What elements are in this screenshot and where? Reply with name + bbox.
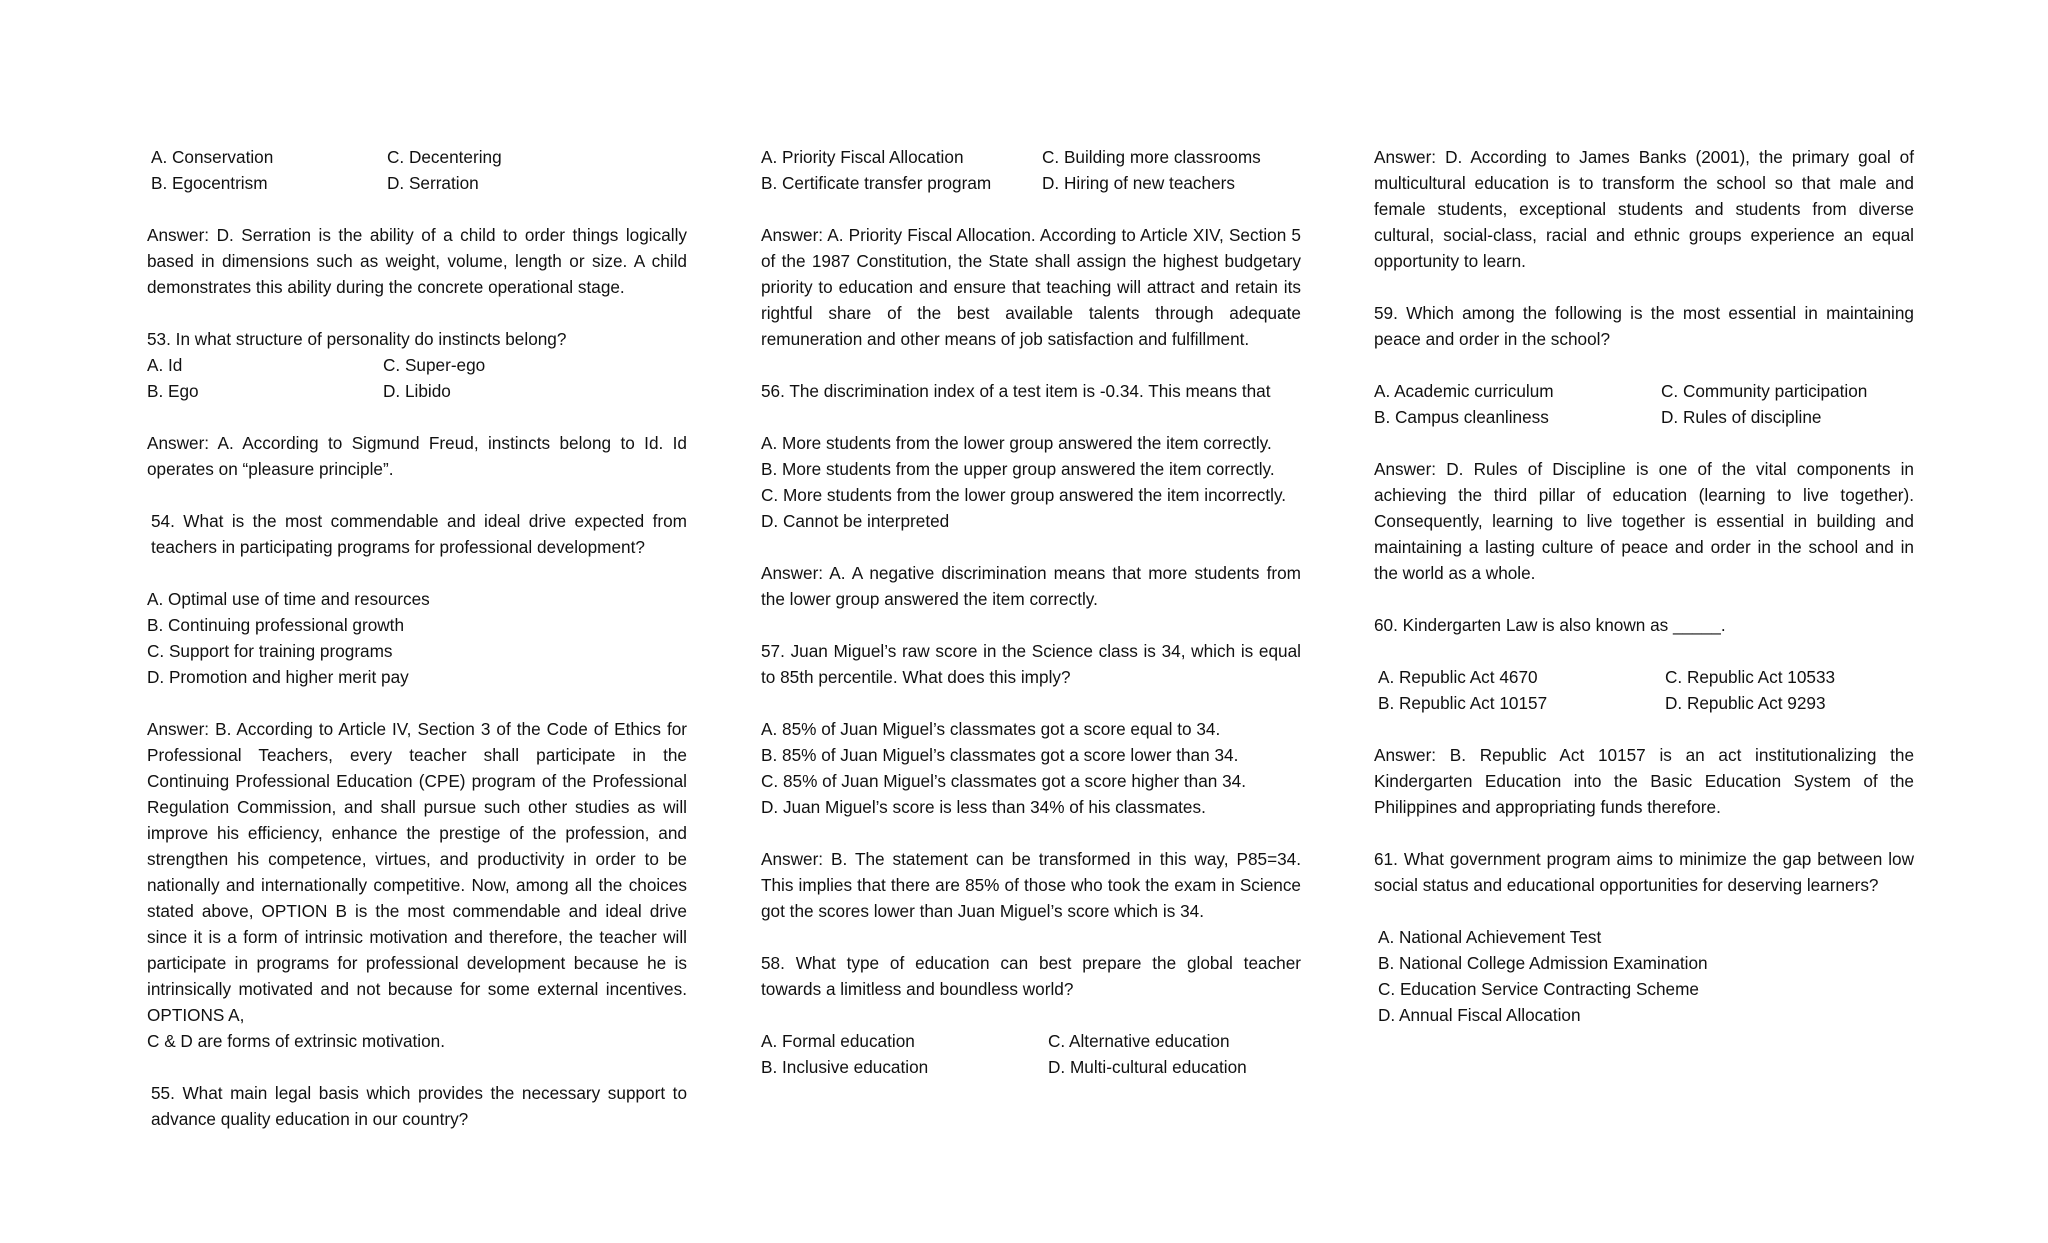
option-a: A. Conservation bbox=[151, 147, 274, 167]
q55-question: 55. What main legal basis which provides the necessary support to advance quality education in our country? bbox=[151, 1083, 687, 1129]
option-d: D. Rules of discipline bbox=[1661, 407, 1822, 427]
option-a: A. Formal education bbox=[761, 1031, 915, 1051]
option-a: A. Republic Act 4670 bbox=[1378, 667, 1538, 687]
q53-question: 53. In what structure of personality do instincts belong? bbox=[147, 329, 567, 349]
q58-options bbox=[761, 1028, 1301, 1080]
option-b: B. Campus cleanliness bbox=[1374, 407, 1549, 427]
q54-option-a: A. Optimal use of time and resources bbox=[147, 589, 430, 609]
q57-option-c: C. 85% of Juan Miguel’s classmates got a score higher than 34. bbox=[761, 771, 1247, 791]
q61-option-d: D. Annual Fiscal Allocation bbox=[1378, 1005, 1581, 1025]
q55-answer: Answer: A. Priority Fiscal Allocation. According to Article XIV, Section 5 of the 1987 Constitution, the State shall assign the highest budgetary priority to education and ensure that teaching will attract and retain its rightful share of the best available talents through adequate remuneration and other means of job satisfaction and fulfillment. bbox=[761, 225, 1301, 349]
option-d: D. Republic Act 9293 bbox=[1665, 693, 1826, 713]
q52-answer: Answer: D. Serration is the ability of a child to order things logically based in dimensions such as weight, volume, length or size. A child demonstrates this ability during the concrete operational stage. bbox=[147, 225, 687, 297]
option-d: D. Multi-cultural education bbox=[1048, 1057, 1247, 1077]
option-a: A. Academic curriculum bbox=[1374, 381, 1554, 401]
q56-option-b: B. More students from the upper group answered the item correctly. bbox=[761, 459, 1275, 479]
option-c: C. Decentering bbox=[387, 147, 502, 167]
q59-answer: Answer: D. Rules of Discipline is one of the vital components in achieving the third pillar of education (learning to live together). Consequently, learning to live together is essential in building and maintaining a lasting culture of peace and order in the school and in the world as a whole. bbox=[1374, 459, 1914, 583]
q60-answer: Answer: B. Republic Act 10157 is an act institutionalizing the Kindergarten Education into the Basic Education System of the Philippines and appropriating funds therefore. bbox=[1374, 745, 1914, 817]
column-left bbox=[147, 144, 687, 1132]
option-d: D. Hiring of new teachers bbox=[1042, 173, 1235, 193]
q53-options bbox=[147, 352, 687, 404]
q61-question: 61. What government program aims to minimize the gap between low social status and educational opportunities for deserving learners? bbox=[1374, 849, 1914, 895]
q57-option-d: D. Juan Miguel’s score is less than 34% of his classmates. bbox=[761, 797, 1206, 817]
q56-question: 56. The discrimination index of a test item is -0.34. This means that bbox=[761, 381, 1271, 401]
q56-answer: Answer: A. A negative discrimination means that more students from the lower group answered the item correctly. bbox=[761, 563, 1301, 609]
q54-option-d: D. Promotion and higher merit pay bbox=[147, 667, 409, 687]
q60-options bbox=[1374, 664, 1914, 716]
q57-question: 57. Juan Miguel’s raw score in the Science class is 34, which is equal to 85th percentile. What does this imply? bbox=[761, 641, 1301, 687]
option-c: C. Community participation bbox=[1661, 381, 1868, 401]
q59-question: 59. Which among the following is the most essential in maintaining peace and order in the school? bbox=[1374, 303, 1914, 349]
q61-option-a: A. National Achievement Test bbox=[1378, 927, 1602, 947]
q54-option-b: B. Continuing professional growth bbox=[147, 615, 405, 635]
q57-option-b: B. 85% of Juan Miguel’s classmates got a score lower than 34. bbox=[761, 745, 1239, 765]
option-b: B. Egocentrism bbox=[151, 173, 268, 193]
q58-question: 58. What type of education can best prepare the global teacher towards a limitless and boundless world? bbox=[761, 953, 1301, 999]
column-middle bbox=[761, 144, 1301, 1080]
q55-options bbox=[761, 144, 1301, 196]
q58-answer: Answer: D. According to James Banks (2001), the primary goal of multicultural education is to transform the school so that male and female students, exceptional students and students from diverse cultural, social-class, racial and ethnic groups experience an equal opportunity to learn. bbox=[1374, 147, 1914, 271]
column-right bbox=[1374, 144, 1914, 1028]
q61-option-c: C. Education Service Contracting Scheme bbox=[1378, 979, 1699, 999]
q54-question: 54. What is the most commendable and ideal drive expected from teachers in participating programs for professional development? bbox=[151, 511, 687, 557]
option-a: A. Priority Fiscal Allocation bbox=[761, 147, 964, 167]
option-c: C. Alternative education bbox=[1048, 1031, 1230, 1051]
q52-options bbox=[147, 144, 687, 196]
option-c: C. Super-ego bbox=[383, 355, 486, 375]
option-c: C. Building more classrooms bbox=[1042, 147, 1261, 167]
option-a: A. Id bbox=[147, 355, 183, 375]
q56-option-d: D. Cannot be interpreted bbox=[761, 511, 950, 531]
option-d: D. Libido bbox=[383, 381, 451, 401]
q56-option-a: A. More students from the lower group answered the item correctly. bbox=[761, 433, 1272, 453]
q53-answer: Answer: A. According to Sigmund Freud, instincts belong to Id. Id operates on “pleasure principle”. bbox=[147, 433, 687, 479]
q60-question: 60. Kindergarten Law is also known as _____. bbox=[1374, 615, 1726, 635]
option-b: B. Inclusive education bbox=[761, 1057, 929, 1077]
q61-option-b: B. National College Admission Examination bbox=[1378, 953, 1708, 973]
q57-option-a: A. 85% of Juan Miguel’s classmates got a score equal to 34. bbox=[761, 719, 1221, 739]
q54-option-c: C. Support for training programs bbox=[147, 641, 393, 661]
q57-answer: Answer: B. The statement can be transformed in this way, P85=34. This implies that there are 85% of those who took the exam in Science got the scores lower than Juan Miguel’s score which is 34. bbox=[761, 849, 1301, 921]
option-b: B. Republic Act 10157 bbox=[1378, 693, 1548, 713]
option-d: D. Serration bbox=[387, 173, 479, 193]
q59-options bbox=[1374, 378, 1914, 430]
q56-option-c: C. More students from the lower group answered the item incorrectly. bbox=[761, 485, 1287, 505]
option-c: C. Republic Act 10533 bbox=[1665, 667, 1836, 687]
option-b: B. Ego bbox=[147, 381, 199, 401]
option-b: B. Certificate transfer program bbox=[761, 173, 992, 193]
q54-answer-end: C & D are forms of extrinsic motivation. bbox=[147, 1031, 446, 1051]
q54-answer: Answer: B. According to Article IV, Section 3 of the Code of Ethics for Professional Teachers, every teacher shall participate in the Continuing Professional Education (CPE) program of the Professional Regulation Commission, and shall pursue such other studies as will improve his efficiency, enhance the prestige of the profession, and strengthen his competence, virtues, and productivity in order to be nationally and internationally competitive. Now, among all the choices stated above, OPTION B is the most commendable and ideal drive since it is a form of intrinsic motivation and therefore, the teacher will participate in programs for professional development because he is intrinsically motivated and not because for some external incentives. OPTIONS A, bbox=[147, 719, 687, 1025]
